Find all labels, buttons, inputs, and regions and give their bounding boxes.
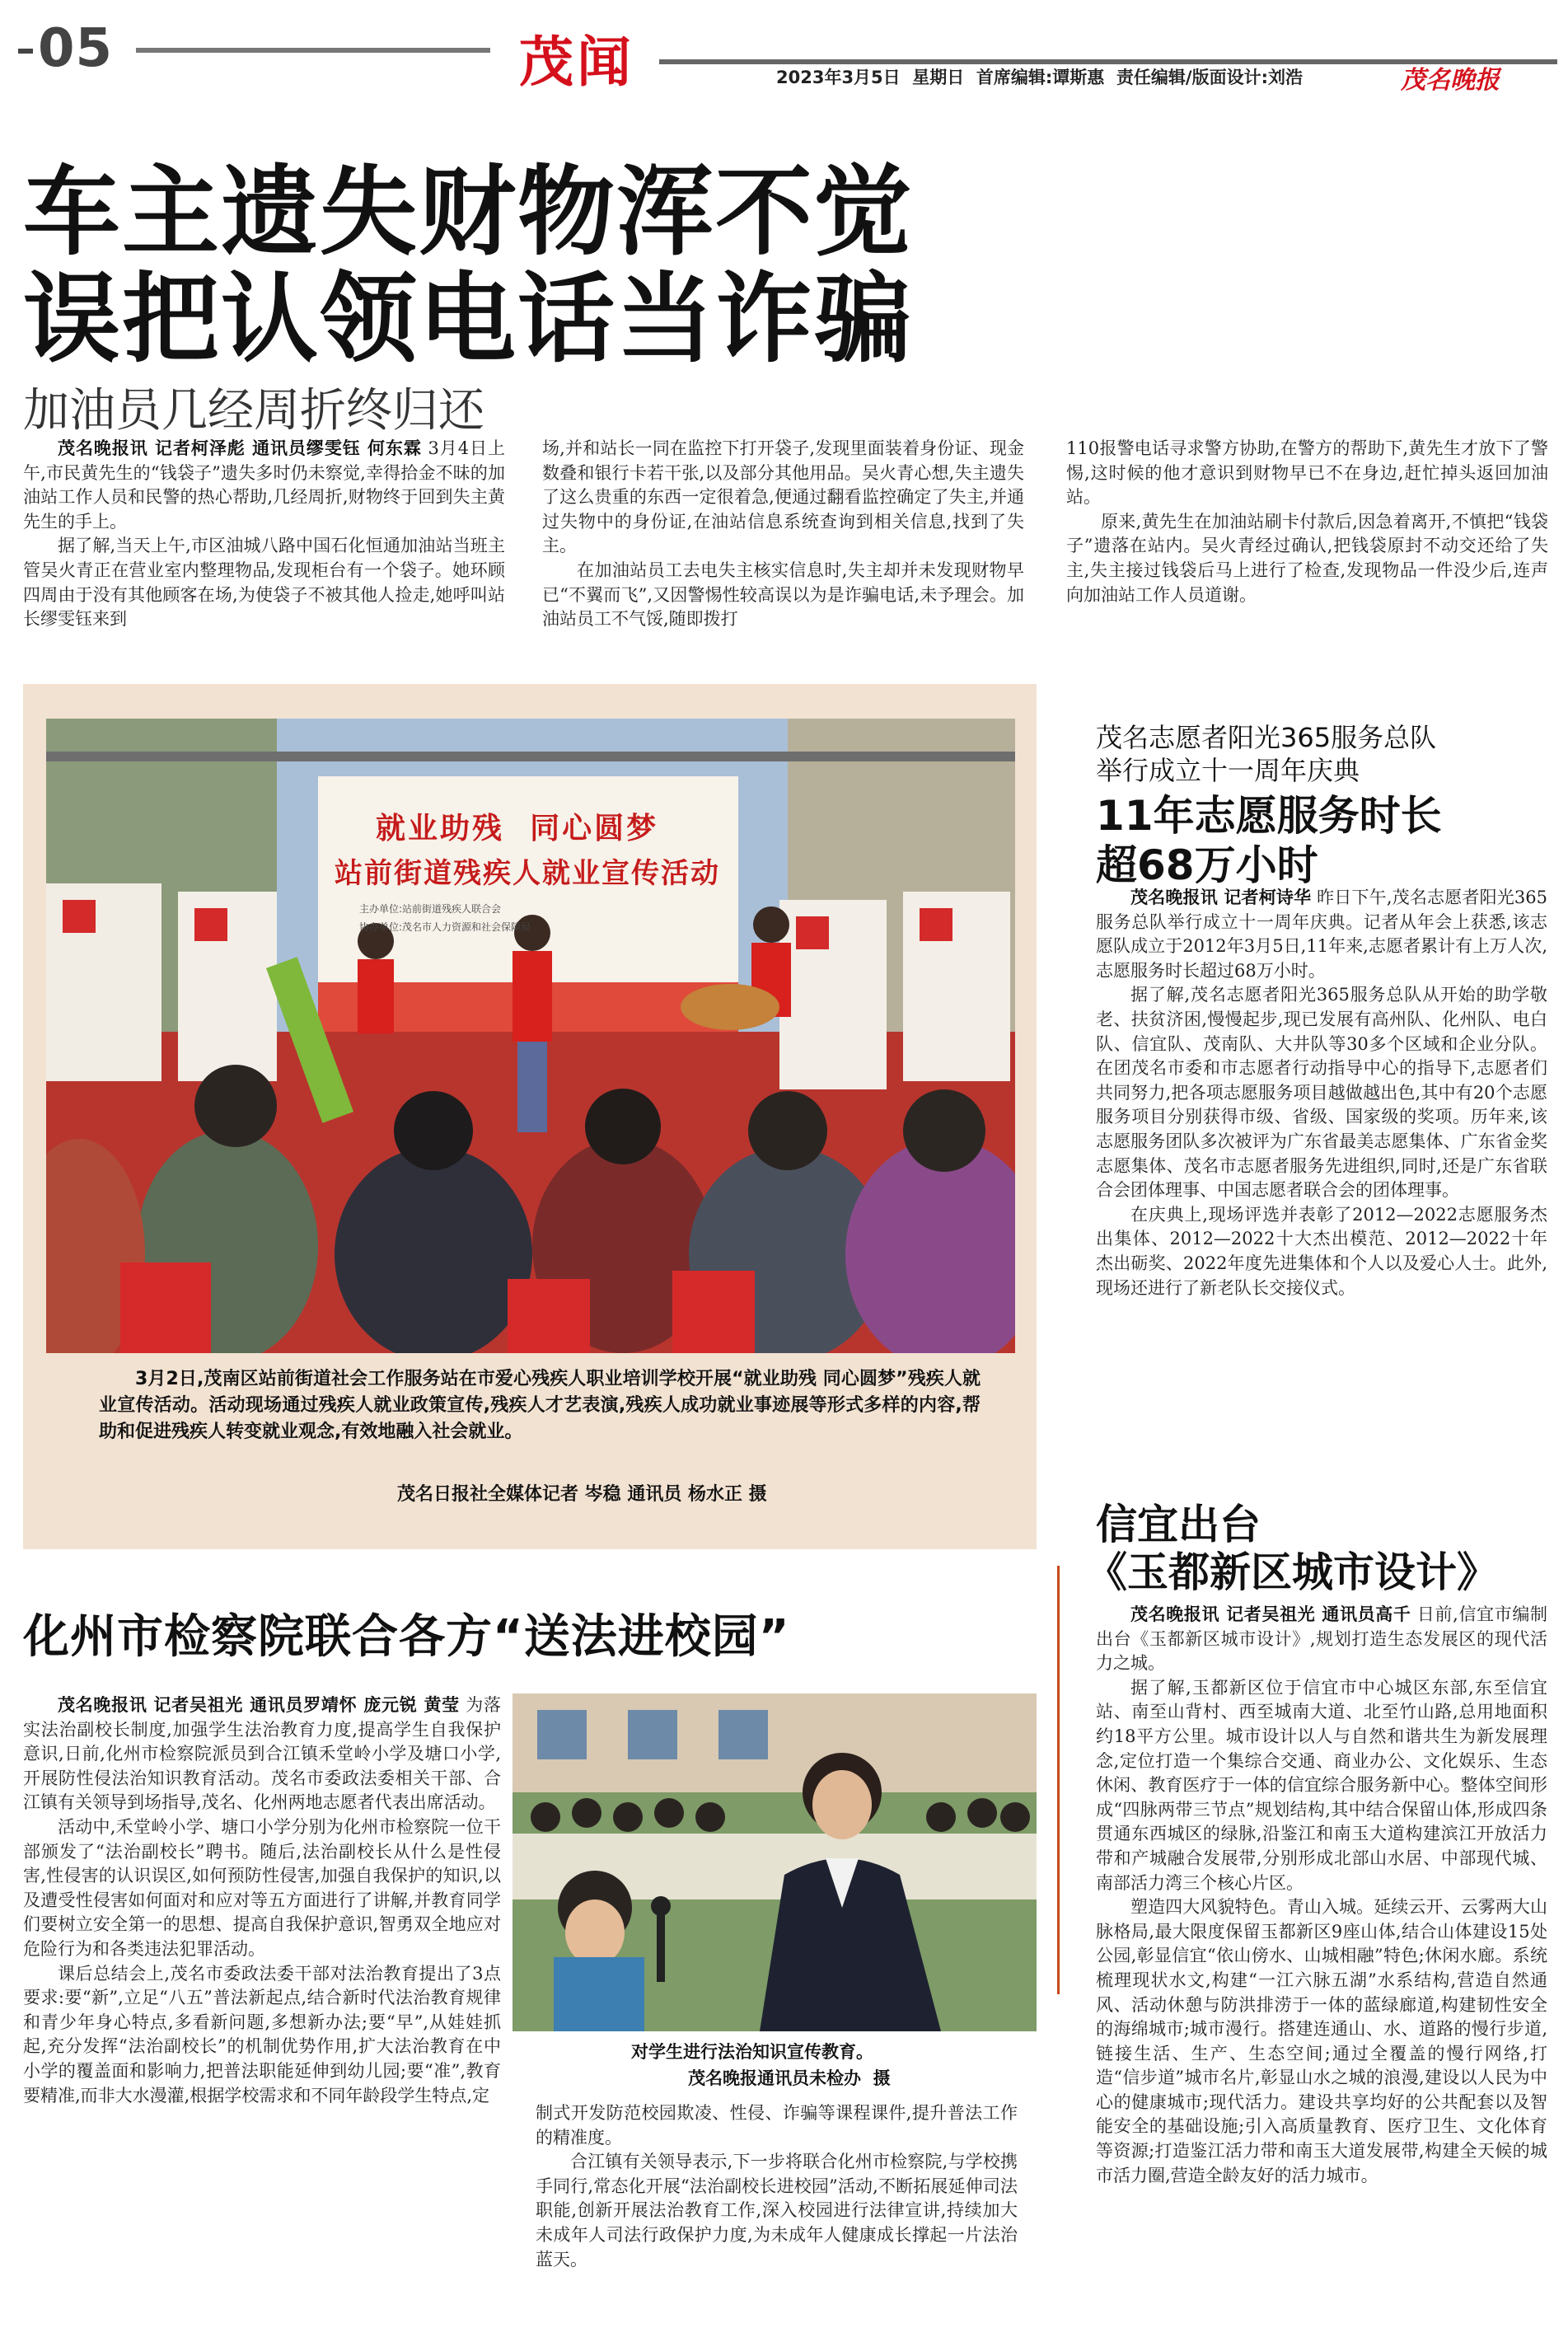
date-line: 2023年3月5日 星期日 首席编辑:谭斯惠 责任编辑/版面设计:刘浩 — [776, 68, 1304, 87]
banner-line1: 就业助残 同心圆梦 — [376, 811, 659, 845]
page-number — [18, 18, 113, 79]
story3-column-2 — [536, 2101, 1018, 2299]
story1-subhead: 加油员几经周折终归还 — [23, 384, 484, 438]
story1-byline: 茂名晚报讯 记者柯泽彪 通讯员缪雯钰 何东霖 — [58, 438, 422, 458]
story1-column-3 — [1066, 437, 1548, 651]
section-name: 茂闻 — [519, 30, 634, 94]
event-photo — [46, 719, 1015, 1353]
story3-col2-p1: 制式开发防范校园欺凌、性侵、诈骗等课程课件,提升普法工作的精准度。 — [536, 2103, 1018, 2148]
story1-column-2 — [542, 437, 1024, 651]
story4-byline: 茂名晚报讯 记者吴祖光 通讯员高千 — [1130, 1604, 1411, 1624]
story4-headline-line2: 《玉都新区城市设计》 — [1086, 1548, 1498, 1596]
story3-col1-p3: 课后总结会上,茂名市委政法委干部对法治教育提出了3点要求:要“新”,立足“八五”普法新起点,结合新时代法治教育规律和青少年身心特点,多看新问题,多想新办法;要“早”,从娃娃抓起,充分发挥“法治副校长”的机制优势作用,扩大法治教育在中小学的覆盖面和影响力,把普法职能延伸到幼儿园;要“准”,教育要精准,而非大水漫灌,根据学校需求和不同年龄段学生特点,定 — [23, 1963, 501, 2106]
story2-p3: 在庆典上,现场评选并表彰了2012—2022志愿服务杰出集体、2012—2022十大杰出模范、2012—2022十年杰出砺奖、2022年度先进集体和个人以及爱心人士。此外,现场还进行了新老队长交接仪式。 — [1096, 1204, 1547, 1298]
story3-byline: 茂名晚报讯 记者吴祖光 通讯员罗靖怀 庞元锐 黄莹 — [58, 1695, 460, 1715]
story1-col2-p1: 场,并和站长一同在监控下打开袋子,发现里面装着身份证、现金数叠和银行卡若干张,以及部分其他用品。吴火青心想,失主遗失了这么贵重的东西一定很着急,便通过翻看监控确定了失主,并通过失物中的身份证,在油站信息系统查询到相关信息,找到了失主。 — [542, 438, 1024, 556]
story1-headline-line2: 误把认领电话当诈骗 — [23, 262, 914, 376]
story4-body — [1096, 1603, 1547, 2295]
story1-col3-p2: 原来,黄先生在加油站刷卡付款后,因急着离开,不慎把“钱袋子”遗落在站内。吴火青经过确认,把钱袋原封不动交还给了失主,失主接过钱袋后马上进行了检查,发现物品一件没少后,连声向加油站工作人员道谢。 — [1066, 511, 1548, 605]
story1-column-1 — [23, 437, 505, 651]
story4-headline-line1: 信宜出台 — [1096, 1501, 1261, 1548]
photo1-caption — [99, 1366, 981, 1445]
school-photo-caption: 对学生进行法治知识宣传教育。 — [631, 2042, 873, 2062]
story2-kicker-line1: 茂名志愿者阳光365服务总队 — [1096, 722, 1437, 753]
story1-col2-p2: 在加油站员工去电失主核实信息时,失主却并未发现财物早已“不翼而飞”,又因警惕性较高误以为是诈骗电话,未予理会。加油站员工不气馁,随即拨打 — [542, 560, 1024, 630]
story3-col2-p2: 合江镇有关领导表示,下一步将联合化州市检察院,与学校携手同行,常态化开展“法治副校长进校园”活动,不断拓展延伸司法职能,创新开展法治教育工作,深入校园进行法律宣讲,持续加大未成年人司法行政保护力度,为未成年人健康成长撑起一片法治蓝天。 — [536, 2152, 1018, 2269]
photo1-credit: 茂名日报社全媒体记者 岑稳 通讯员 杨水正 摄 — [397, 1484, 767, 1505]
story1-col1-p1: 3月4日上午,市民黄先生的“钱袋子”遗失多时仍未察觉,幸得拾金不昧的加油站工作人员和民警的热心帮助,几经周折,财物终于回到失主黄先生的手上。 — [23, 438, 505, 532]
story2-kicker-line2: 举行成立十一周年庆典 — [1096, 755, 1360, 786]
column-divider — [1057, 1566, 1060, 1994]
story2-headline-line2: 超68万小时 — [1096, 841, 1318, 889]
story1-col3-p1: 110报警电话寻求警方协助,在警方的帮助下,黄先生才放下了警惕,这时候的他才意识到财物早已不在身边,赶忙掉头返回加油站。 — [1066, 438, 1548, 508]
photo1-caption-text: 3月2日,茂南区站前街道社会工作服务站在市爱心残疾人职业培训学校开展“就业助残 同心圆梦”残疾人就业宣传活动。活动现场通过残疾人就业政策宣传,残疾人才艺表演,残疾人成功就业事迹展等形式多样的内容,帮助和促进残疾人转变就业观念,有效地融入社会就业。 — [99, 1369, 981, 1442]
story4-p1: 日前,信宜市编制出台《玉都新区城市设计》,规划打造生态发展区的现代活力之城。 — [1096, 1604, 1547, 1674]
banner-small1: 主办单位:站前街道残疾人联合会 — [359, 903, 502, 915]
page-number-text: 05 — [38, 18, 114, 79]
story4-p3: 塑造四大风貌特色。青山入城。延续云开、云雾两大山脉格局,最大限度保留玉都新区9座山体,结合山体建设15处公园,彰显信宜“依山傍水、山城相融”特色;休闲水廊。系统梳理现状水文,构建“一江六脉五湖”水系结构,营造自然通风、活动休憩与防洪排涝于一体的蓝绿廊道,构建韧性安全的海绵城市;城市漫行。搭建连通山、水、道路的慢行步道,链接生活、生产、生态空间;通过全覆盖的慢行网络,打造“信步道”城市名片,彰显山水之城的浪漫,建设以人民为中心的健康城市;现代活力。建设共享均好的公共配套以及智能安全的基础设施;引入高质量教育、医疗卫生、文化体育等资源;打造鉴江活力带和南玉大道发展带,构建全天候的城市活力圈,营造全龄友好的活力城市。 — [1096, 1897, 1547, 2185]
story1-col1-p2: 据了解,当天上午,市区油城八路中国石化恒通加油站当班主管吴火青正在营业室内整理物品,发现柜台有一个袋子。她环顾四周由于没有其他顾客在场,为使袋子不被其他人捡走,她呼叫站长缪雯钰来到 — [23, 536, 505, 630]
story2-byline: 茂名晚报讯 记者柯诗华 — [1130, 888, 1312, 907]
school-photo-credit: 茂名晚报通讯员未检办 摄 — [688, 2068, 891, 2088]
banner-line2: 站前街道残疾人就业宣传活动 — [335, 857, 720, 890]
newspaper-logo: 茂名晚报 — [1401, 66, 1500, 95]
story1-headline-line1: 车主遗失财物浑不觉 — [23, 155, 914, 269]
story3-headline: 化州市检察院联合各方“送法进校园” — [23, 1610, 790, 1664]
story3-col1-p1: 为落实法治副校长制度,加强学生法治教育力度,提高学生自我保护意识,日前,化州市检察院派员到合江镇禾堂岭小学及塘口小学,开展防性侵法治知识教育活动。茂名市委政法委相关干部、合江镇有关领导到场指导,茂名、化州两地志愿者代表出席活动。 — [23, 1695, 501, 1813]
story2-body — [1096, 886, 1547, 1401]
story2-headline-line1: 11年志愿服务时长 — [1096, 792, 1442, 840]
story4-p2: 据了解,玉都新区位于信宜市中心城区东部,东至信宜站、南至山背村、西至城南大道、北至竹山路,总用地面积约18平方公里。城市设计以人与自然和谐共生为新发展理念,定位打造一个集综合交通、商业办公、文化娱乐、生态休闲、教育医疗于一体的信宜综合服务新中心。整体空间形成“四脉两带三节点”规划结构,其中结合保留山体,形成四条贯通东西城区的绿脉,沿鉴江和南玉大道构建滨江开放活力带和产城融合发展带,分别形成北部山水居、中部现代城、南部活力湾三个核心片区。 — [1096, 1677, 1547, 1893]
banner-small2: 协办单位:茂名市人力资源和社会保障局 — [359, 921, 531, 933]
story2-p1: 昨日下午,茂名志愿者阳光365服务总队举行成立十一周年庆典。记者从年会上获悉,该志愿队成立于2012年3月5日,11年来,志愿者累计有上万人次,志愿服务时长超过68万小时。 — [1096, 888, 1547, 981]
school-photo — [513, 1693, 1037, 2031]
masthead-rule-left — [136, 48, 490, 53]
story3-col1-p2: 活动中,禾堂岭小学、塘口小学分别为化州市检察院一位干部颁发了“法治副校长”聘书。随后,法治副校长从什么是性侵害,性侵害的认识误区,如何预防性侵害,加强自我保护的知识,以及遭受性侵害如何面对和应对等五方面进行了讲解,并教育同学们要树立安全第一的思想、提高自我保护意识,智勇双全地应对危险行为和各类违法犯罪活动。 — [23, 1816, 501, 1959]
school-photo-illustration — [513, 1693, 1037, 2031]
story2-p2: 据了解,茂名志愿者阳光365服务总队从开始的助学敬老、扶贫济困,慢慢起步,现已发展有高州队、化州队、电白队、信宜队、茂南队、大井队等30多个区域和企业分队。在团茂名市委和市志愿者行动指导中心的指导下,志愿者们共同努力,把各项志愿服务项目越做越出色,其中有20个志愿服务项目分别获得市级、省级、国家级的奖项。历年来,该志愿服务团队多次被评为广东省最美志愿集体、广东省金奖志愿集体、茂名市志愿者服务先进组织,同时,还是广东省联合会团体理事、中国志愿者联合会的团体理事。 — [1096, 985, 1547, 1201]
story3-column-1 — [23, 1693, 501, 2295]
